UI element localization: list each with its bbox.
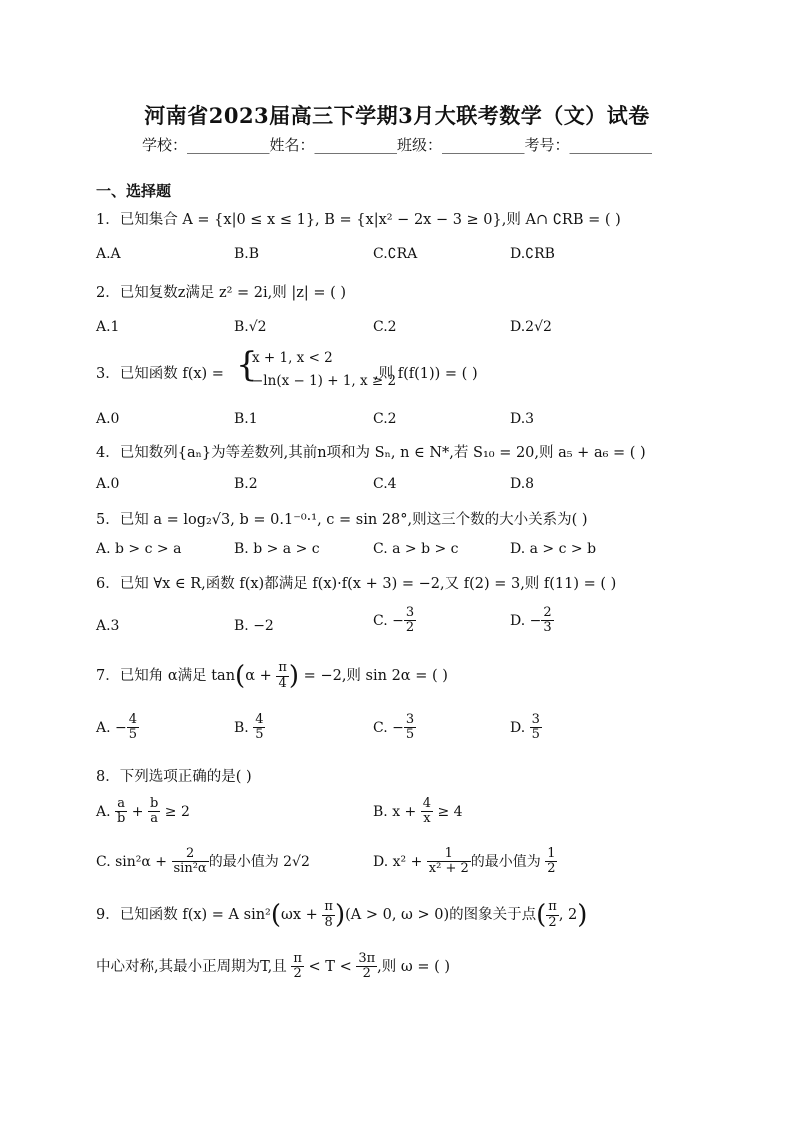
q8-option-d: D. x² + $\frac{1}{\text{x² + 2}}$ 的最小值为 $\frac{1}{2}$ [373,846,556,877]
q3-option-d: D.3 [510,411,535,427]
question-7-stem: 7．已知角 α满足 tan(α + $\frac{\pi}{4}$ ) = −2,则 sin 2α = ( ) [96,660,448,691]
q6-d-fraction: $\frac{2}{3}$ [543,605,552,636]
q2-option-a: A.1 [96,319,120,335]
question-2-stem: 2．已知复数z满足 z² = 2i,则 |z| = ( ) [96,285,347,301]
q7-option-c: C. − $\frac{3}{5}$ [373,712,415,743]
q1-option-a: A.A [96,246,121,262]
q3-option-b: B.1 [234,411,258,427]
q3-option-c: C.2 [373,411,397,427]
q2-option-d: D.2√2 [510,319,552,335]
q1-option-d: D.∁RB [510,246,555,262]
question-3-stem-b: ,则 f(f(1)) = ( ) [374,366,478,382]
q7-option-b: B. $\frac{4}{5}$ [234,712,264,743]
q7-stem-fraction: $\frac{\pi}{4}$ [278,660,287,691]
q6-option-c: C. − $\frac{3}{2}$ [373,605,415,636]
section-heading: 一、选择题 [96,182,172,200]
question-1-stem: 1．已知集合 A = {x|0 ≤ x ≤ 1}, B = {x|x² − 2x − 3 ≥ 0},则 A∩ ∁RB = ( ) [96,212,621,228]
question-4-stem: 4．已知数列{aₙ}为等差数列,其前n项和为 Sₙ, n ∈ N*,若 S₁₀ = 20,则 a₅ + a₆ = ( ) [96,445,646,461]
q8-option-b: B. x + $\frac{4}{x}$ ≥ 4 [373,796,463,827]
question-9-line-2: 中心对称,其最小正周期为T,且 $\frac{\pi}{2}$ < T < $\frac{3\pi}{2}$ ,则 ω = ( ) [96,951,451,982]
q5-option-d: D. a > c > b [510,541,597,557]
q7-option-a: A. − $\frac{4}{5}$ [96,712,138,743]
q3-piece-2: −ln(x − 1) + 1, x ≥ 2 [252,373,397,389]
q3-option-a: A.0 [96,411,120,427]
q5-option-b: B. b > a > c [234,541,320,557]
q3-brace: { [236,345,258,385]
question-9-stem: 9．已知函数 f(x) = A sin²(ωx + $\frac{\pi}{8}$ )(A > 0, ω > 0)的图象关于点( $\frac{\pi}{2}$ , 2) [96,899,588,930]
question-5-stem: 5．已知 a = log₂√3, b = 0.1⁻⁰·¹, c = sin 28°,则这三个数的大小关系为( ) [96,512,588,528]
q4-option-a: A.0 [96,476,120,492]
q1-option-c: C.∁RA [373,246,418,262]
student-info-line: 学校：___________姓名：___________班级：___________考号：___________ [141,136,652,154]
q5-option-c: C. a > b > c [373,541,459,557]
q4-option-c: C.4 [373,476,397,492]
q2-option-b: B.√2 [234,319,267,335]
q6-option-d: D. − $\frac{2}{3}$ [510,605,552,636]
q8-option-c: C. sin²α + $\frac{2}{\text{sin²α}}$ 的最小值为 2√2 [96,846,310,877]
q3-piece-1: x + 1, x < 2 [252,350,333,366]
q1-option-b: B.B [234,246,260,262]
q4-option-d: D.8 [510,476,535,492]
question-3-stem-a: 3．已知函数 f(x) = [96,366,224,382]
q6-c-fraction: $\frac{3}{2}$ [405,605,415,636]
q6-option-b: B. −2 [234,618,274,634]
q6-option-a: A.3 [96,618,120,634]
question-6-stem: 6．已知 ∀x ∈ R,函数 f(x)都满足 f(x)·f(x + 3) = −2,又 f(2) = 3,则 f(11) = ( ) [96,576,617,592]
q5-option-a: A. b > c > a [96,541,182,557]
q2-option-c: C.2 [373,319,397,335]
q8-option-a: A. $\frac{a}{b}$ + $\frac{b}{a}$ ≥ 2 [96,796,190,827]
page-title: 河南省2023届高三下学期3月大联考数学（文）试卷 [144,103,650,128]
q4-option-b: B.2 [234,476,258,492]
q7-option-d: D. $\frac{3}{5}$ [510,712,540,743]
question-8-stem: 8．下列选项正确的是( ) [96,769,252,785]
